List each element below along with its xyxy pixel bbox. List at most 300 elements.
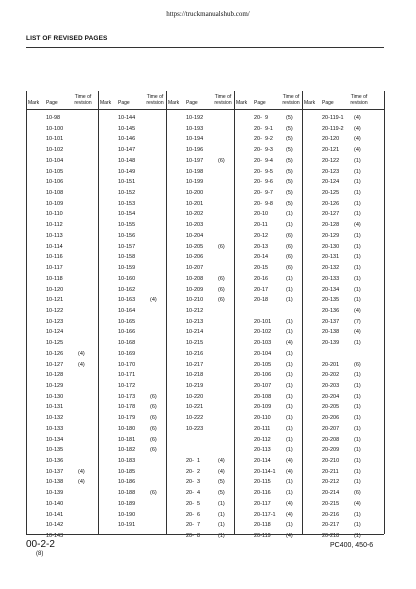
page-number-cell: 20-12	[254, 232, 269, 239]
column-divider	[166, 91, 167, 534]
revision-cell: (4)	[78, 350, 85, 357]
page-number-cell: 20-211	[322, 468, 339, 475]
revision-cell: (1)	[354, 436, 361, 443]
page-number-cell: 20-135	[322, 297, 340, 304]
page-number-cell: 10-156	[118, 232, 136, 239]
page-number-cell: 10-198	[186, 168, 204, 175]
page-number-cell: 20- 8	[186, 533, 201, 540]
page-number-cell: 10-213	[186, 318, 204, 325]
revision-cell: (4)	[218, 468, 225, 475]
page-number-cell: 20- 2	[186, 468, 201, 475]
revision-cell: (1)	[354, 404, 361, 411]
page-number-cell: 20-115	[254, 479, 271, 486]
page-number-cell: 10-207	[186, 265, 204, 272]
page-number-cell: 20-10	[254, 211, 269, 218]
page-title: LIST OF REVISED PAGES	[26, 35, 108, 42]
page-number-cell: 10-120	[46, 286, 64, 293]
page-number-cell: 20-18	[254, 297, 269, 304]
page-number-cell: 20-120	[322, 136, 340, 143]
revision-cell: (5)	[286, 115, 293, 121]
revision-cell: (1)	[286, 415, 293, 422]
revision-cell: (1)	[286, 286, 293, 293]
page-number-cell: 10-146	[118, 136, 136, 143]
column-divider	[234, 91, 235, 534]
page-number-cell: 10-202	[186, 211, 204, 218]
revision-cell: (5)	[286, 157, 293, 164]
page-number-cell: 10-191	[118, 522, 136, 529]
revision-cell: (1)	[286, 361, 293, 368]
revision-cell: (4)	[78, 468, 85, 475]
page-number-cell: 20-103	[254, 340, 272, 347]
page-number-cell: 20- 9-5	[254, 168, 273, 175]
page-number-cell: 10-128	[46, 372, 64, 379]
revision-cell: (5)	[286, 136, 293, 143]
revision-cell: (1)	[354, 232, 361, 239]
page-number-cell: 10-98	[46, 115, 61, 121]
page-number-cell: 10-139	[46, 490, 64, 497]
header-time-of-revision: Time of revision	[282, 94, 300, 106]
revision-cell: (4)	[354, 136, 361, 143]
page-number-cell: 10-114	[46, 243, 63, 250]
revision-cell: (1)	[286, 479, 293, 486]
page-number-cell: 10-157	[118, 243, 136, 250]
page-number-cell: 10-155	[118, 222, 136, 229]
revision-cell: (1)	[354, 522, 361, 529]
page-number-cell: 10-151	[118, 179, 136, 186]
page-number-cell: 10-216	[186, 350, 204, 357]
page-number-cell: 20-15	[254, 265, 269, 272]
revision-cell: (7)	[354, 318, 361, 325]
revision-cell: (1)	[354, 479, 361, 486]
revision-cell: (1)	[354, 297, 361, 304]
page-number-cell: 10-166	[118, 329, 136, 336]
header-divider	[26, 109, 384, 110]
revision-cell: (6)	[286, 243, 293, 250]
page-number-cell: 20-14	[254, 254, 269, 261]
page-number-cell: 10-196	[186, 147, 204, 154]
column-divider	[26, 91, 27, 534]
revision-cell: (5)	[286, 125, 293, 132]
revision-cell: (4)	[354, 500, 361, 507]
page-number-cell: 20- 9-8	[254, 200, 273, 207]
revision-cell: (4)	[354, 329, 361, 336]
page-number-cell: 20- 9-4	[254, 157, 273, 164]
page-number-cell: 20-216	[322, 511, 340, 518]
page-number-cell: 20-214	[322, 490, 340, 497]
page-number-cell: 10-131	[46, 404, 64, 411]
revision-cell: (1)	[354, 511, 361, 518]
revision-cell: (1)	[218, 533, 225, 540]
page-number-cell: 20-212	[322, 479, 340, 486]
page-number-cell: 20- 7	[186, 522, 201, 529]
revision-cell: (6)	[218, 243, 225, 250]
page-number-cell: 10-130	[46, 393, 64, 400]
page-number-cell: 20-130	[322, 243, 340, 250]
page-number-cell: 20-107	[254, 383, 272, 389]
page-number-cell: 20-132	[322, 265, 340, 272]
revision-cell: (1)	[286, 297, 293, 304]
page-number-cell: 20-133	[322, 275, 340, 282]
page-number-cell: 10-125	[46, 340, 64, 347]
revision-cell: (6)	[286, 265, 293, 272]
page-number-cell: 10-121	[46, 297, 64, 304]
header-page: Page	[46, 100, 58, 106]
revision-cell: (4)	[150, 297, 157, 304]
revision-cell: (1)	[354, 243, 361, 250]
page-number-cell: 20-119-2	[322, 125, 344, 132]
page-number-cell: 20-128	[322, 222, 340, 229]
header-page: Page	[254, 100, 266, 106]
page-number-cell: 10-105	[46, 168, 64, 175]
page-number-cell: 20-218	[322, 533, 340, 540]
page-number-cell: 10-222	[186, 415, 204, 422]
page-number-cell: 20-210	[322, 458, 340, 465]
page-number-cell: 10-209	[186, 286, 204, 293]
revision-cell: (1)	[286, 447, 293, 454]
revision-cell: (1)	[354, 468, 361, 475]
page-number-cell: 10-164	[118, 307, 136, 314]
page-number-cell: 10-188	[118, 490, 136, 497]
revision-cell: (6)	[150, 404, 157, 411]
page-number-cell: 10-185	[118, 468, 136, 475]
page-number-cell: 10-219	[186, 383, 204, 389]
page-number-cell: 10-168	[118, 340, 136, 347]
page-number-cell: 20-138	[322, 329, 340, 336]
revision-cell: (6)	[150, 447, 157, 454]
revision-cell: (1)	[286, 329, 293, 336]
page-number-cell: 20-207	[322, 425, 340, 432]
page-number-cell: 10-113	[46, 232, 63, 239]
revision-cell: (6)	[150, 425, 157, 432]
revision-cell: (6)	[150, 393, 157, 400]
page-number-cell: 10-170	[118, 361, 136, 368]
revision-cell: (4)	[286, 468, 293, 475]
page-number-cell: 10-193	[186, 125, 204, 132]
page-number-cell: 10-201	[186, 200, 204, 207]
column-divider	[302, 91, 303, 534]
page-number-cell: 10-106	[46, 179, 64, 186]
page-number-cell: 20-114-1	[254, 468, 276, 475]
page-number-cell: 10-158	[118, 254, 136, 261]
page-number-cell: 10-210	[186, 297, 204, 304]
revision-cell: (1)	[218, 522, 225, 529]
revision-cell: (6)	[218, 275, 225, 282]
revision-cell: (1)	[354, 415, 361, 422]
page-number-cell: 10-143	[46, 533, 64, 540]
header-time-of-revision: Time of revision	[146, 94, 164, 106]
revision-cell: (5)	[218, 490, 225, 497]
page-number-cell: 20-105	[254, 361, 272, 368]
header-page: Page	[186, 100, 198, 106]
revision-cell: (6)	[150, 490, 157, 497]
page-number-cell: 10-179	[118, 415, 136, 422]
page-number-cell: 10-223	[186, 425, 204, 432]
page-number-cell: 10-129	[46, 383, 64, 389]
revision-cell: (4)	[286, 500, 293, 507]
page-number-cell: 10-123	[46, 318, 64, 325]
revision-cell: (1)	[354, 179, 361, 186]
page-number-cell: 20-108	[254, 393, 272, 400]
revision-cell: (6)	[354, 490, 361, 497]
revision-cell: (1)	[354, 286, 361, 293]
page-number-cell: 20-118	[254, 522, 271, 529]
revision-cell: (1)	[354, 265, 361, 272]
revision-cell: (1)	[354, 254, 361, 261]
page-number-cell: 10-124	[46, 329, 64, 336]
page-number-cell: 20-16	[254, 275, 269, 282]
revision-cell: (6)	[150, 415, 157, 422]
page-number-cell: 10-221	[186, 404, 204, 411]
page-number-cell: 20-208	[322, 436, 340, 443]
page-number-cell: 20-205	[322, 404, 340, 411]
page-number-cell: 20-137	[322, 318, 340, 325]
revision-cell: (1)	[354, 425, 361, 432]
page-number-cell: 10-192	[186, 115, 204, 121]
revision-cell: (1)	[286, 211, 293, 218]
page-number-cell: 20-11	[254, 222, 268, 229]
page-number-cell: 20-127	[322, 211, 340, 218]
page-number-cell: 20-119	[254, 533, 271, 540]
revision-cell: (1)	[286, 490, 293, 497]
page-number-cell: 10-205	[186, 243, 204, 250]
page-number-cell: 10-169	[118, 350, 136, 357]
page-number-cell: 10-206	[186, 254, 204, 261]
page-number-cell: 20-101	[254, 318, 272, 325]
page-number-cell: 10-138	[46, 479, 64, 486]
page-number-cell: 10-181	[118, 436, 136, 443]
page-number-cell: 10-118	[46, 275, 63, 282]
revision-cell: (4)	[354, 125, 361, 132]
page-number-cell: 10-212	[186, 307, 204, 314]
page-number-cell: 20-217	[322, 522, 340, 529]
page-number-cell: 10-104	[46, 157, 64, 164]
revision-cell: (1)	[286, 350, 293, 357]
page-number-cell: 10-135	[46, 447, 64, 454]
page-number-cell: 10-112	[46, 222, 63, 229]
revision-cell: (1)	[354, 190, 361, 197]
revision-cell: (4)	[286, 340, 293, 347]
page-number-cell: 20-202	[322, 372, 340, 379]
header-mark: Mark	[100, 100, 112, 106]
header-page: Page	[322, 100, 334, 106]
page-number-cell: 20-119-1	[322, 115, 344, 121]
footer-page-number: 00-2-2	[26, 539, 55, 550]
page-number-cell: 10-140	[46, 500, 64, 507]
revision-cell: (1)	[354, 372, 361, 379]
revision-cell: (6)	[354, 361, 361, 368]
revision-cell: (1)	[354, 340, 361, 347]
page-number-cell: 20-203	[322, 383, 340, 389]
page-number-cell: 20- 9-7	[254, 190, 273, 197]
page-number-cell: 10-160	[118, 275, 136, 282]
revision-cell: (5)	[286, 147, 293, 154]
revision-cell: (1)	[286, 383, 293, 389]
page-number-cell: 10-208	[186, 275, 204, 282]
page-number-cell: 20-136	[322, 307, 340, 314]
page-number-cell: 10-190	[118, 511, 136, 518]
page-number-cell: 10-134	[46, 436, 64, 443]
page-number-cell: 10-189	[118, 500, 136, 507]
page-number-cell: 10-215	[186, 340, 204, 347]
page-number-cell: 20-125	[322, 190, 340, 197]
page-number-cell: 20-111	[254, 425, 271, 432]
page-number-cell: 10-108	[46, 190, 64, 197]
revision-cell: (1)	[286, 393, 293, 400]
page-number-cell: 10-199	[186, 179, 204, 186]
header-time-of-revision: Time of revision	[214, 94, 232, 106]
header-page: Page	[118, 100, 130, 106]
page-number-cell: 10-163	[118, 297, 136, 304]
footer-revision: (8)	[36, 551, 44, 557]
revision-cell: (4)	[286, 533, 293, 540]
page-number-cell: 10-137	[46, 468, 64, 475]
page-number-cell: 20-139	[322, 340, 340, 347]
revision-cell: (1)	[286, 522, 293, 529]
header-mark: Mark	[168, 100, 180, 106]
page-number-cell: 10-136	[46, 458, 64, 465]
revision-cell: (1)	[286, 425, 293, 432]
page-number-cell: 20- 9-1	[254, 125, 273, 132]
revision-cell: (4)	[286, 458, 293, 465]
page-number-cell: 20-102	[254, 329, 272, 336]
header-mark: Mark	[304, 100, 316, 106]
page-number-cell: 10-186	[118, 479, 136, 486]
revision-cell: (6)	[218, 157, 225, 164]
page-number-cell: 10-203	[186, 222, 204, 229]
revision-cell: (4)	[218, 458, 225, 465]
page-number-cell: 20-117-1	[254, 511, 276, 518]
page-number-cell: 20-106	[254, 372, 272, 379]
header-time-of-revision: Time of revision	[74, 94, 92, 106]
page-number-cell: 20-204	[322, 393, 340, 400]
page-number-cell: 20-109	[254, 404, 272, 411]
page-number-cell: 10-217	[186, 361, 204, 368]
page-number-cell: 10-218	[186, 372, 204, 379]
page-number-cell: 10-149	[118, 168, 136, 175]
revision-cell: (4)	[354, 147, 361, 154]
page-number-cell: 10-126	[46, 350, 64, 357]
revision-cell: (1)	[286, 372, 293, 379]
revision-cell: (1)	[354, 275, 361, 282]
page-number-cell: 20- 1	[186, 458, 201, 465]
page-number-cell: 20-134	[322, 286, 340, 293]
page-number-cell: 10-214	[186, 329, 204, 336]
page-number-cell: 20-131	[322, 254, 340, 261]
page-number-cell: 10-102	[46, 147, 64, 154]
page-number-cell: 20-113	[254, 447, 271, 454]
page-number-cell: 20-206	[322, 415, 340, 422]
revision-cell: (6)	[286, 254, 293, 261]
revision-cell: (1)	[354, 447, 361, 454]
page-number-cell: 20-201	[322, 361, 340, 368]
revision-cell: (1)	[354, 393, 361, 400]
revision-cell: (6)	[150, 436, 157, 443]
revision-cell: (5)	[218, 479, 225, 486]
revision-cell: (1)	[286, 222, 293, 229]
page-number-cell: 10-197	[186, 157, 204, 164]
top-rule	[26, 47, 384, 48]
page-number-cell: 10-183	[118, 458, 136, 465]
page-number-cell: 20-129	[322, 232, 340, 239]
page-number-cell: 20- 4	[186, 490, 201, 497]
page-number-cell: 20-116	[254, 490, 271, 497]
page-number-cell: 10-220	[186, 393, 204, 400]
page-number-cell: 20-117	[254, 500, 271, 507]
revision-cell: (1)	[354, 168, 361, 175]
revision-cell: (4)	[78, 479, 85, 486]
page-number-cell: 10-172	[118, 383, 136, 389]
page-number-cell: 20- 9-3	[254, 147, 273, 154]
page-number-cell: 10-153	[118, 200, 136, 207]
page-number-cell: 10-180	[118, 425, 136, 432]
revision-cell: (1)	[354, 211, 361, 218]
page-number-cell: 10-148	[118, 157, 136, 164]
page-number-cell: 10-141	[46, 511, 64, 518]
page-number-cell: 20- 9	[254, 115, 269, 121]
page-number-cell: 20- 3	[186, 479, 201, 486]
revision-cell: (1)	[354, 157, 361, 164]
page-number-cell: 10-171	[118, 372, 136, 379]
header-time-of-revision: Time of revision	[350, 94, 368, 106]
header-mark: Mark	[236, 100, 248, 106]
page-number-cell: 10-152	[118, 190, 136, 197]
page-number-cell: 10-144	[118, 115, 136, 121]
revision-cell: (1)	[218, 511, 225, 518]
page-number-cell: 10-194	[186, 136, 204, 143]
page-number-cell: 10-142	[46, 522, 64, 529]
page-number-cell: 20-123	[322, 168, 340, 175]
column-divider	[384, 91, 385, 534]
footer-model: PC400, 450-6	[330, 542, 374, 549]
page-number-cell: 10-178	[118, 404, 136, 411]
page-number-cell: 20- 5	[186, 500, 201, 507]
revision-cell: (1)	[354, 533, 361, 540]
page-number-cell: 10-200	[186, 190, 204, 197]
page-number-cell: 10-132	[46, 415, 64, 422]
revision-cell: (6)	[286, 232, 293, 239]
page-number-cell: 20-104	[254, 350, 272, 357]
page-number-cell: 20-124	[322, 179, 340, 186]
revision-cell: (1)	[286, 275, 293, 282]
revision-cell: (1)	[354, 458, 361, 465]
page-number-cell: 20-13	[254, 243, 269, 250]
page-number-cell: 10-110	[46, 211, 63, 218]
revision-cell: (5)	[286, 190, 293, 197]
revision-cell: (4)	[286, 511, 293, 518]
page-number-cell: 10-204	[186, 232, 204, 239]
revision-cell: (6)	[218, 286, 225, 293]
page-number-cell: 20-209	[322, 447, 340, 454]
header-mark: Mark	[28, 100, 40, 106]
revision-cell: (1)	[286, 318, 293, 325]
revision-cell: (1)	[286, 404, 293, 411]
revision-cell: (4)	[354, 307, 361, 314]
page-number-cell: 20-110	[254, 415, 271, 422]
page-number-cell: 10-182	[118, 447, 136, 454]
header-url: https://truckmanualshub.com/	[166, 10, 250, 18]
page-number-cell: 20- 9-2	[254, 136, 273, 143]
page-number-cell: 20-114	[254, 458, 271, 465]
revision-cell: (1)	[218, 500, 225, 507]
page-number-cell: 10-122	[46, 307, 64, 314]
page-number-cell: 10-162	[118, 286, 136, 293]
revision-cell: (5)	[286, 168, 293, 175]
page-number-cell: 20-122	[322, 157, 340, 164]
page-number-cell: 10-116	[46, 254, 63, 261]
page-number-cell: 10-165	[118, 318, 136, 325]
page-number-cell: 10-154	[118, 211, 136, 218]
revision-cell: (4)	[78, 361, 85, 368]
